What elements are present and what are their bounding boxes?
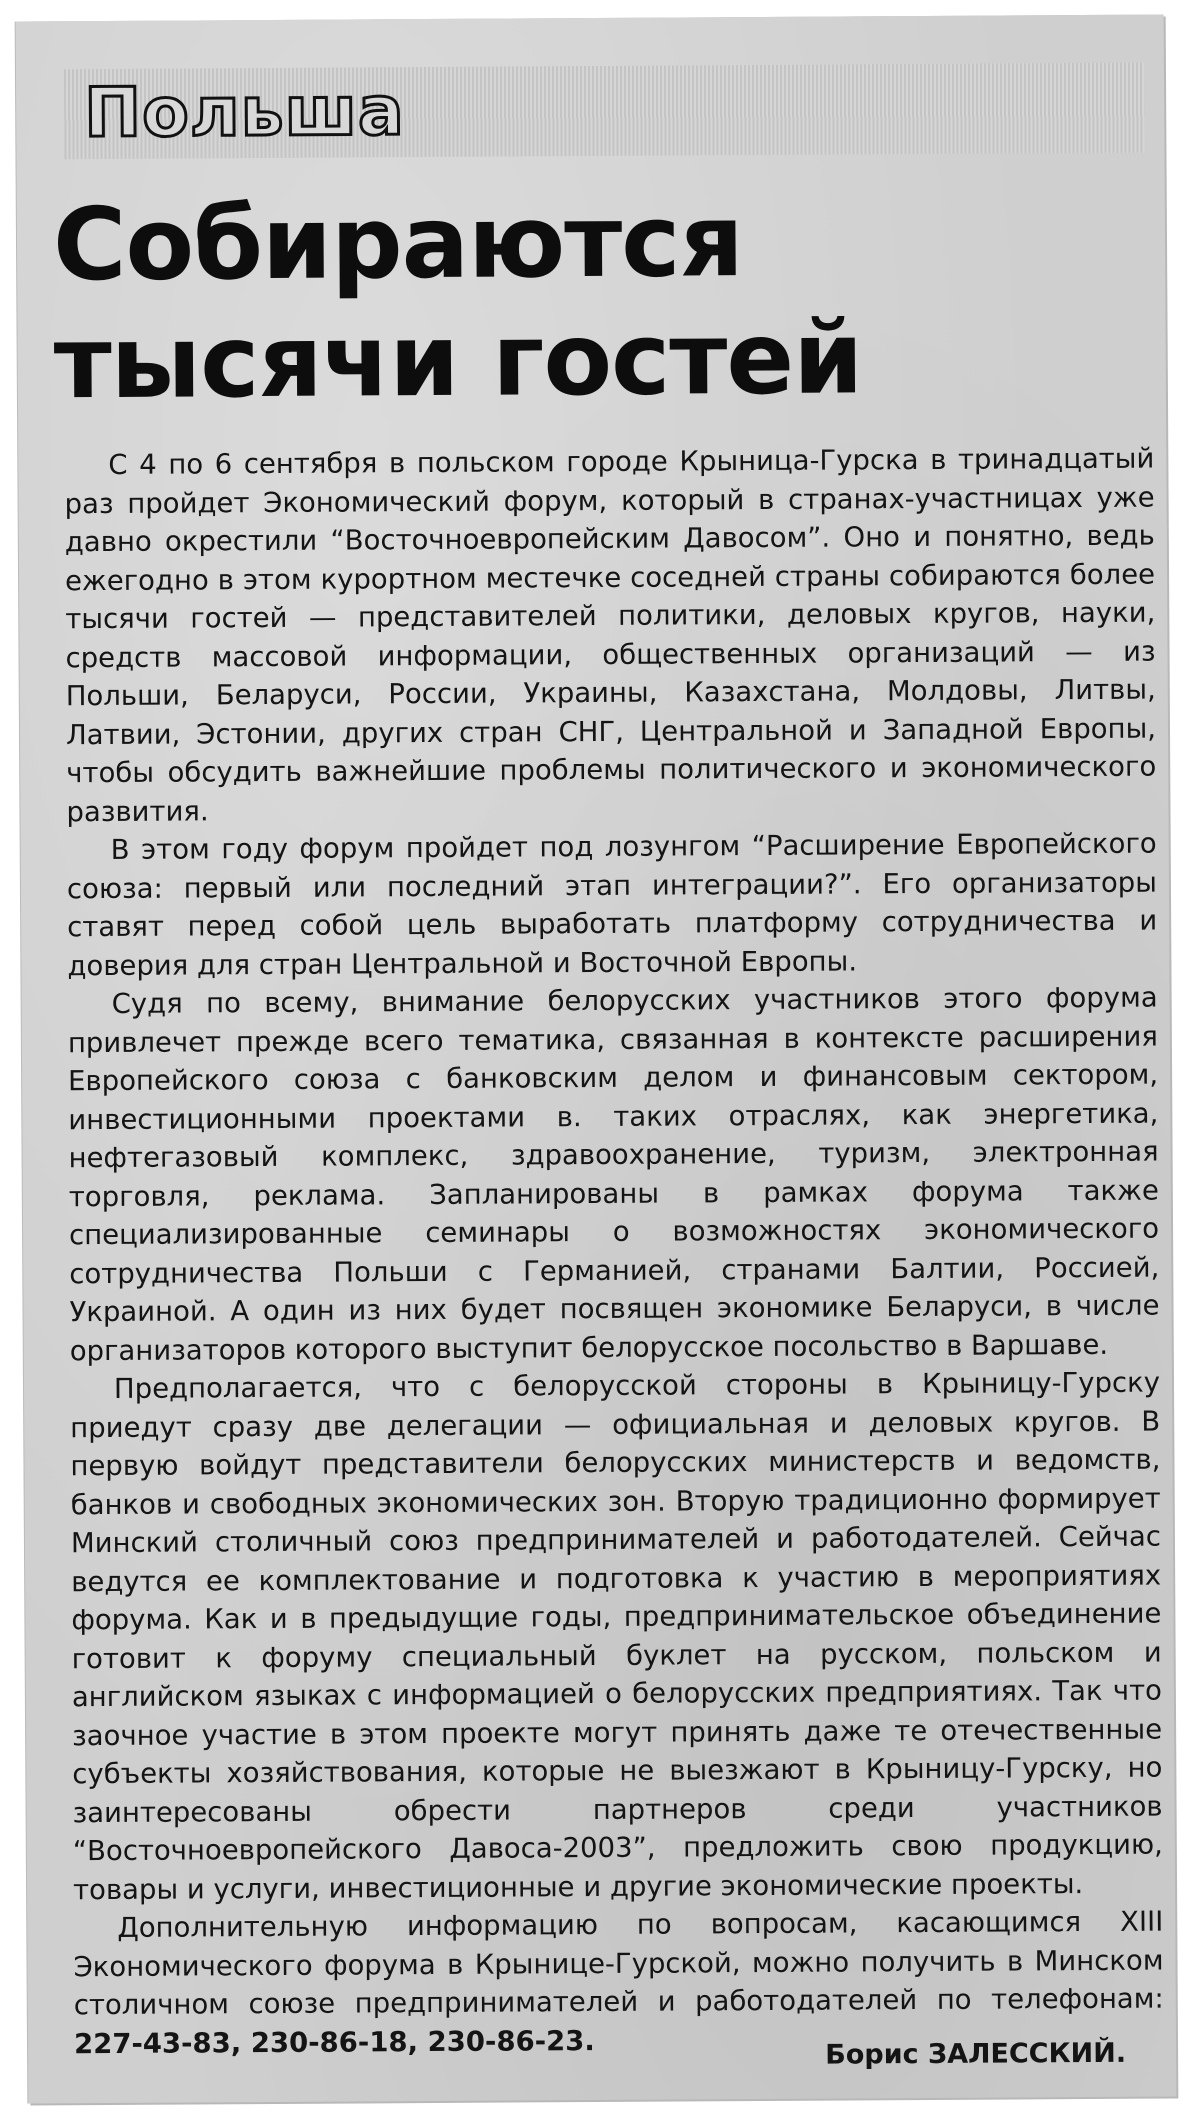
headline-line-2: тысячи гостей [53,299,863,422]
paragraph: В этом году форум пройдет под лозунгом “Расширение Европейского союза: первый или последний этап интеграции?”. Его организаторы ставят перед собой цель выработать платформу сотрудничества и доверия для стран Центральной и Восточной Европы. [66,827,1158,982]
contact-text: Дополнительную информацию по вопросам, касающимся XIII Экономического форума в Крынице-Гурской, можно получить в Минском столичном союзе предпринимателей и работодателей по телефонам: [73,1905,1164,2022]
newspaper-clipping [16,15,1177,2104]
paragraph: С 4 по 6 сентября в польском городе Крыница-Гурска в тринадцатый раз пройдет Экономический форум, который в странах-участницах уже давно окрестили “Восточноевропейским Давосом”. Оно и понятно, ведь ежегодно в этом курортном местечке соседней страны собираются более тысячи гостей — представителей политики, деловых кругов, науки, средств массовой информации, общественных организаций — из Польши, Беларуси, России, Украины, Казахстана, Молдовы, Литвы, Латвии, Эстонии, других стран СНГ, Центральной и Западной Европы, чтобы обсудить важнейшие проблемы политического и экономического развития. [64,442,1157,828]
rubric-banner [64,63,1145,160]
paragraph: Судя по всему, внимание белорусских участников этого форума привлечет прежде всего тематика, связанная в контексте расширения Европейского союза с банковским делом и финансовым сектором, инвестиционными проектами в. таких отраслях, как энергетика, нефтегазовый комплекс, здравоохранение, туризм, электронная торговля, реклама. Запланированы в рамках форума также специализированные семинары о возможностях экономического сотрудничества Польши с Германией, странами Балтии, Россией, Украиной. А один из них будет посвящен экономике Беларуси, в числе организаторов которого выступит белорусское посольство в Варшаве. [67,981,1160,1367]
author-signature: Борис ЗАЛЕССКИЙ. [825,2037,1127,2071]
headline-line-1: Собираются [52,182,744,304]
paragraph: Предполагается, что с белорусской стороны в Крыницу-Гурску приедут сразу две делегации — официальная и деловых кругов. В первую войдут представители белорусских министерств и ведомств, банков и свободных экономических зон. Вторую традиционно формирует Минский столичный союз предпринимателей и работодателей. Сейчас ведутся ее комплектование и подготовка к участию в мероприятиях форума. Как и в предыдущие годы, предпринимательское объединение готовит к форуму специальный буклет на русском, польском и английском языках с информацией о белорусских предприятиях. Так что заочное участие в этом проекте могут принять даже те отечественные субъекты хозяйствования, которые не выезжают в Крыницу-Гурску, но заинтересованы обрести партнеров среди участников “Восточноевропейского Давоса-2003”, предложить свою продукцию, товары и услуги, инвестиционные и другие экономические проекты. [70,1366,1163,1906]
phone-numbers: 227-43-83, 230-86-18, 230-86-23. [73,2024,595,2060]
rubric-title: Польша [83,72,405,154]
article-headline [53,180,1144,423]
article-body [64,440,1164,2064]
